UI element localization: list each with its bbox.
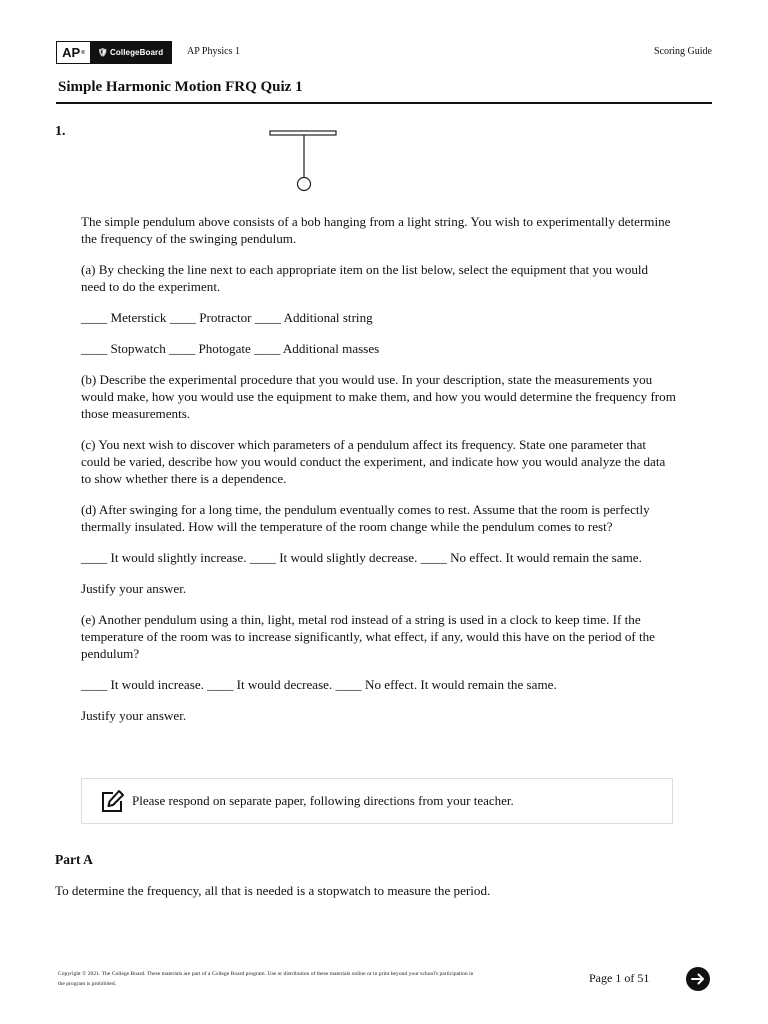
title-divider [56, 102, 712, 104]
question-body [81, 213, 676, 738]
copyright-notice: Copyright © 2021. The College Board. These materials are part of a College Board program. Use or distribution of these materials online or in print beyond your school's participation in the program is prohibited. [58, 971, 474, 987]
pendulum-bob [298, 178, 311, 191]
acorn-shield-icon: 🛡 [97, 48, 109, 57]
ap-collegeboard-logo [56, 41, 172, 64]
part-d-prompt: (d) After swinging for a long time, the pendulum eventually comes to rest. Assume that the room is perfectly thermally insulated. How will the temperature of the room change while the pendulum comes to rest? [81, 502, 650, 534]
part-d-justify: Justify your answer. [81, 581, 187, 596]
respond-note-text: Please respond on separate paper, following directions from your teacher. [132, 793, 514, 808]
question-intro: The simple pendulum above consists of a bob hanging from a light string. You wish to experimentally determine the frequency of the swinging pendulum. [81, 214, 671, 246]
next-page-button[interactable] [686, 967, 710, 991]
equipment-row-2: ____ Stopwatch ____ Photogate ____ Additional masses [81, 341, 380, 356]
ap-logo: AP ® [57, 42, 90, 63]
arrow-right-circle-icon [690, 971, 706, 987]
edit-pencil-icon [100, 789, 126, 813]
part-e-justify: Justify your answer. [81, 708, 187, 723]
collegeboard-logo-text: CollegeBoard [110, 48, 164, 57]
answer-part-heading: Part A [55, 852, 93, 867]
part-d-options: ____ It would slightly increase. ____ It would slightly decrease. ____ No effect. It would remain the same. [81, 550, 642, 565]
question-number: 1. [55, 124, 66, 139]
course-name: AP Physics 1 [187, 46, 240, 57]
page-indicator: Page 1 of 51 [589, 971, 650, 985]
part-e-prompt: (e) Another pendulum using a thin, light, metal rod instead of a string is used in a clock to keep time. If the temperature of the room was to increase significantly, what effect, if any, would this have on the period of the pendulum? [81, 612, 655, 661]
collegeboard-logo [90, 42, 171, 63]
answer-part-text: To determine the frequency, all that is needed is a stopwatch to measure the period. [55, 883, 491, 898]
equipment-row-1: ____ Meterstick ____ Protractor ____ Additional string [81, 310, 373, 325]
pendulum-support-bar [270, 131, 336, 135]
doc-type-label: Scoring Guide [653, 46, 712, 57]
respond-note-box [81, 778, 673, 824]
pendulum-diagram [268, 128, 340, 196]
part-b-prompt: (b) Describe the experimental procedure that you would use. In your description, state the measurements you would make, how you would use the equipment to make them, and how you would determine the frequency from those measurements. [81, 372, 676, 421]
page-title: Simple Harmonic Motion FRQ Quiz 1 [58, 79, 303, 95]
part-e-options: ____ It would increase. ____ It would decrease. ____ No effect. It would remain the same. [81, 677, 557, 692]
part-a-prompt: (a) By checking the line next to each appropriate item on the list below, select the equipment that you would need to do the experiment. [81, 262, 649, 294]
part-c-prompt: (c) You next wish to discover which parameters of a pendulum affect its frequency. State one parameter that could be varied, describe how you would conduct the experiment, and indicate how you would analyze the data to show whether there is a dependence. [81, 437, 666, 486]
ap-logo-text: AP [62, 45, 81, 60]
